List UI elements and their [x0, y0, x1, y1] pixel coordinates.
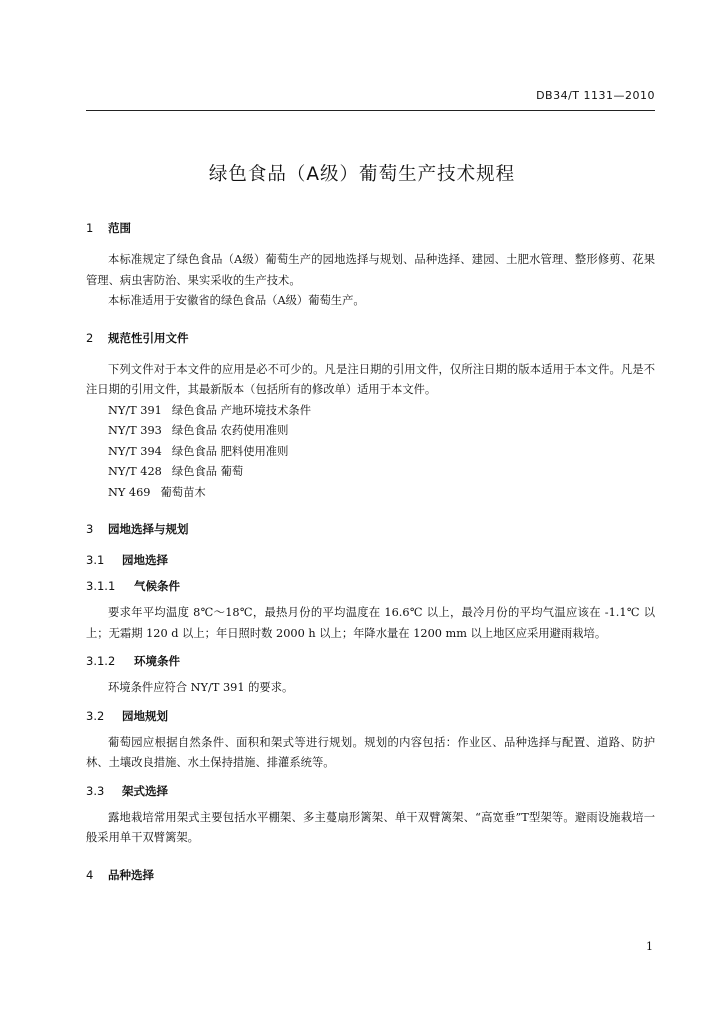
document-code: DB34/T 1131—2010 — [536, 89, 655, 102]
paragraph: 环境条件应符合 NY/T 391 的要求。 — [108, 681, 294, 694]
section-title: 规范性引用文件 — [108, 330, 189, 345]
paragraph: 要求年平均温度 8℃～18℃，最热月份的平均温度在 16.6℃ 以上，最冷月份的平均气温应该在 -1.1℃ 以上；无霜期 120 d 以上；年日照时数 2000 h 以上；年降水量在 1200 mm 以上地区应采用避雨栽培。 — [86, 606, 655, 640]
page-number: 1 — [646, 940, 653, 953]
section-number: 3.1.2 — [86, 654, 116, 668]
reference-code: NY 469 — [108, 485, 151, 499]
section-heading-1 — [86, 219, 655, 237]
paragraph: 本标准规定了绿色食品（A级）葡萄生产的园地选择与规划、品种选择、建园、土肥水管理、整形修剪、花果管理、病虫害防治、果实采收的生产技术。 — [86, 253, 655, 287]
reference-name: 绿色食品 农药使用准则 — [171, 424, 289, 437]
section-heading-3-2 — [86, 707, 655, 725]
section-title: 气候条件 — [134, 579, 181, 593]
reference-name: 绿色食品 肥料使用准则 — [171, 444, 289, 458]
reference-item — [86, 442, 655, 463]
paragraph: 露地栽培常用架式主要包括水平棚架、多主蔓扇形篱架、单干双臂篱架、“高宽垂”T型架等。避雨设施栽培一般采用单干双臂篱架。 — [86, 810, 655, 844]
section-title: 园地选择与规划 — [108, 522, 189, 536]
section-heading-4 — [86, 866, 655, 884]
section-title: 园地选择 — [122, 553, 169, 567]
document-title: 绿色食品（A级）葡萄生产技术规程 — [208, 164, 516, 185]
paragraph: 本标准适用于安徽省的绿色食品（A级）葡萄生产。 — [108, 294, 365, 307]
section-title: 架式选择 — [122, 783, 169, 798]
reference-name: 绿色食品 产地环境技术条件 — [171, 403, 311, 417]
reference-code: NY/T 391 — [108, 403, 162, 417]
reference-item — [86, 401, 655, 422]
section-number: 1 — [86, 221, 94, 235]
reference-code: NY/T 393 — [108, 424, 162, 437]
reference-code: NY/T 428 — [108, 465, 162, 478]
section-number: 3 — [86, 522, 94, 536]
section-title: 环境条件 — [134, 654, 181, 668]
reference-code: NY/T 394 — [108, 444, 162, 458]
section-number: 4 — [86, 867, 94, 882]
section-number: 3.2 — [86, 708, 105, 723]
reference-item — [86, 462, 655, 483]
reference-name: 葡萄苗木 — [160, 485, 206, 499]
section-heading-2 — [86, 329, 655, 347]
section-heading-3-3 — [86, 782, 655, 800]
reference-name: 绿色食品 葡萄 — [171, 465, 244, 478]
section-number: 2 — [86, 330, 94, 345]
section-title: 园地规划 — [122, 708, 169, 723]
paragraph: 下列文件对于本文件的应用是必不可少的。凡是注日期的引用文件，仅所注日期的版本适用于本文件。凡是不注日期的引用文件，其最新版本（包括所有的修改单）适用于本文件。 — [86, 362, 655, 396]
section-number: 3.1.1 — [86, 579, 116, 593]
section-number: 3.1 — [86, 553, 105, 567]
section-number: 3.3 — [86, 783, 105, 798]
reference-item — [86, 421, 655, 442]
section-title: 范围 — [108, 221, 132, 235]
section-title: 品种选择 — [108, 867, 155, 882]
paragraph: 葡萄园应根据自然条件、面积和架式等进行规划。规划的内容包括：作业区、品种选择与配置、道路、防护林、土壤改良措施、水土保持措施、排灌系统等。 — [86, 735, 655, 769]
document-body — [86, 219, 655, 884]
section-heading-3-1-2 — [86, 652, 655, 670]
section-heading-3-1-1 — [86, 577, 655, 595]
reference-item — [86, 483, 655, 504]
section-heading-3 — [86, 520, 655, 538]
section-heading-3-1 — [86, 551, 655, 569]
header-rule — [86, 110, 655, 111]
